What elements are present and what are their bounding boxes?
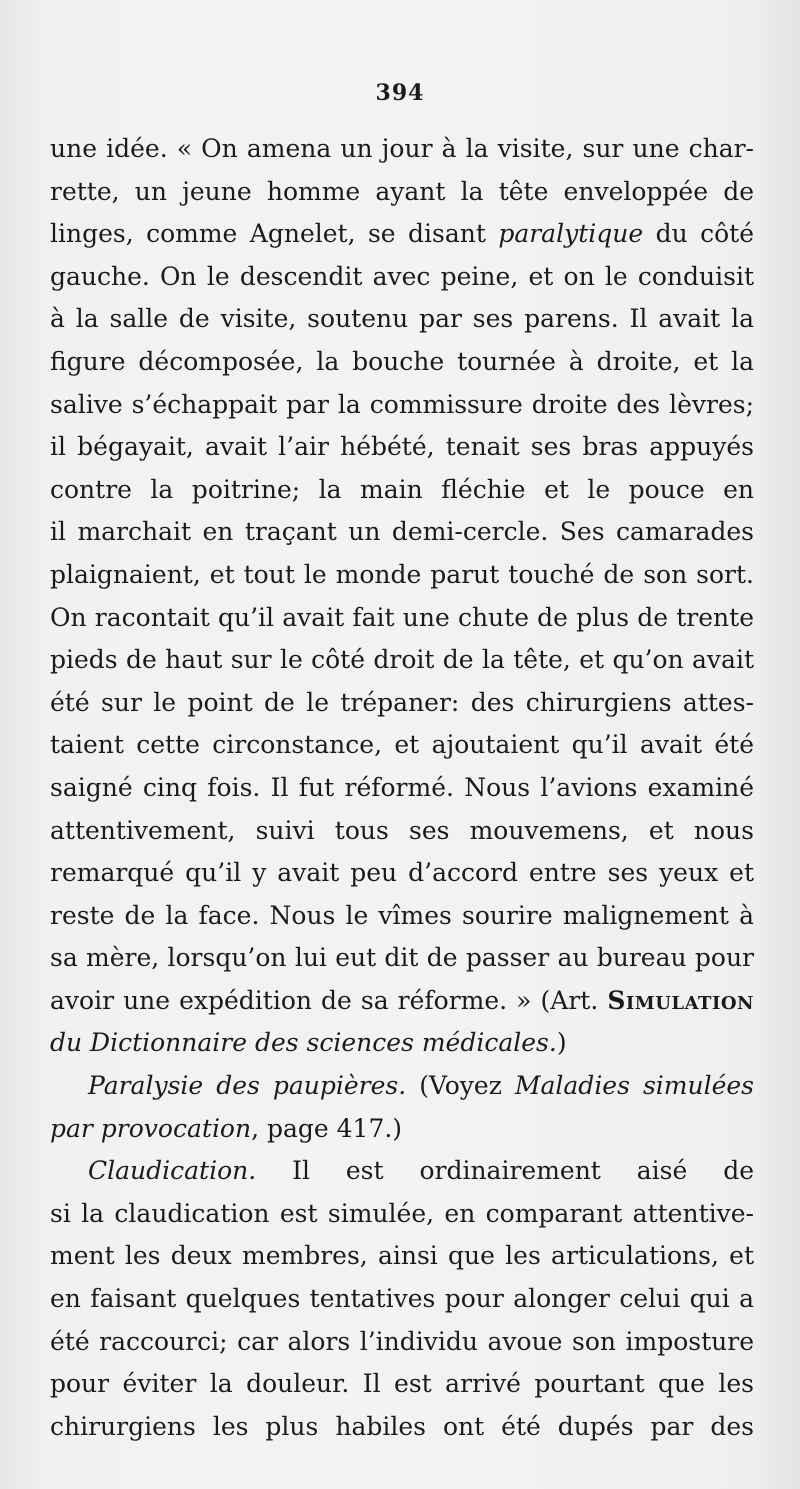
section-title-paralysie: Paralysie des paupières. [88,1071,407,1101]
text-line: pieds de haut sur le côté droit de la tête, et qu’on avait [50,645,754,675]
body-text [50,128,754,1448]
section-title-claudication: Claudication. [88,1156,257,1186]
text-line: chirurgiens les plus habiles ont été dupés par des [50,1411,754,1441]
text-line: à la salle de visite, soutenu par ses parens. Il avait la [50,304,754,334]
text-line: par provocation, page 417.) [50,1113,403,1143]
text-line: il marchait en traçant un demi-cercle. Ses camarades [50,517,754,547]
text-line: avoir une expédition de sa réforme. » (Art. Simulation [50,985,754,1015]
italic-citation: du Dictionnaire des sciences médicales. [50,1028,557,1058]
text-line: rette, un jeune homme ayant la tête enveloppée de [50,176,754,206]
italic-term: paralytique [498,219,644,249]
text-line: contre la poitrine; la main fléchie et le pouce en [50,474,754,504]
italic-reference: par provocation [50,1113,252,1143]
italic-reference: Maladies simulées [514,1071,754,1101]
text-line: du Dictionnaire des sciences médicales.) [50,1028,567,1058]
text-line: plaignaient, et tout le monde parut touché de son sort. [50,559,754,589]
text-line: figure décomposée, la bouche tournée à droite, et la [50,346,754,376]
text-line: si la claudication est simulée, en comparant attentive- [50,1198,754,1228]
text-line: ment les deux membres, ainsi que les articulations, et [50,1241,754,1271]
text-line: On racontait qu’il avait fait une chute de plus de trente [50,602,754,632]
small-caps-term: Simulation [607,985,754,1015]
text-line: linges, comme Agnelet, se disant paralytique du côté [50,219,754,249]
text-line: pour éviter la douleur. Il est arrivé pourtant que les [50,1369,754,1399]
text-line: été sur le point de le trépaner: des chirurgiens attes- [50,687,754,717]
text-line: en faisant quelques tentatives pour alonger celui qui a [50,1284,754,1314]
text-line: salive s’échappait par la commissure droite des lèvres; [50,389,754,419]
paragraph-heading-line: Paralysie des paupières. (Voyez Maladies simulées [88,1071,754,1101]
text-line: attentivement, suivi tous ses mouvemens, et nous [50,815,754,845]
text-line: reste de la face. Nous le vîmes sourire malignement à [50,900,754,930]
text-line: saigné cinq fois. Il fut réformé. Nous l’avions examiné [50,772,754,802]
text-line: il bégayait, avait l’air hébété, tenait ses bras appuyés [50,432,754,462]
text-line: gauche. On le descendit avec peine, et on le conduisit [50,261,754,291]
text-line: taient cette circonstance, et ajoutaient qu’il avait été [50,730,754,760]
text-line: une idée. « On amena un jour à la visite, sur une char- [50,134,754,163]
text-line: sa mère, lorsqu’on lui eut dit de passer au bureau pour [50,943,754,973]
paragraph-heading-line: Claudication. Il est ordinairement aisé de [88,1156,754,1186]
text-line: été raccourci; car alors l’individu avoue son imposture [50,1326,754,1356]
text-line: remarqué qu’il y avait peu d’accord entre ses yeux et [50,858,754,888]
page-number: 394 [375,80,425,106]
